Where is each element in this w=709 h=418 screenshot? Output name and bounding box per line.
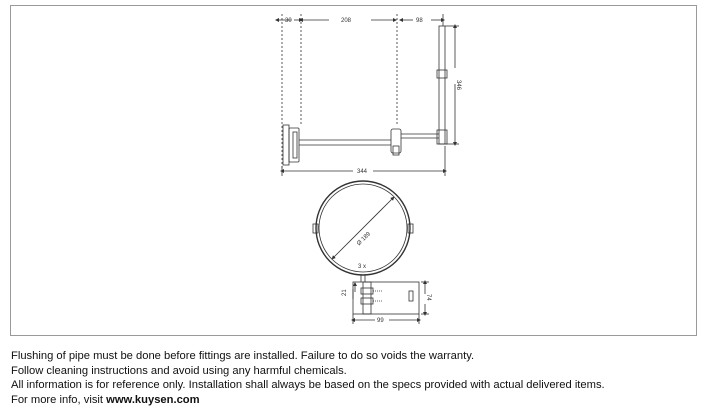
dim-label-99: 99 [377,318,384,324]
note-reference: All information is for reference only. Installation shall always be based on the specs provided with actual delivered items. [11,379,605,392]
installation-notes [11,349,701,407]
dim-label-21: 21 [342,289,348,296]
mirror-edge-view [439,26,445,144]
dim-label-74: 74 [425,294,431,301]
note-more-info-prefix: For more info, visit [11,393,107,406]
note-more-info [11,393,701,408]
note-flushing: Flushing of pipe must be done before fittings are installed. Failure to do so voids the warranty. [11,350,475,362]
dim-label-346: 346 [455,80,461,91]
technical-drawing-frame [10,5,697,336]
top-view-labels [285,18,461,175]
dim-label-208: 208 [341,18,352,24]
magnification-label: 3 x [358,264,367,270]
dim-label-98: 98 [416,18,423,24]
wall-plate [283,125,289,165]
dim-label-diameter: Ø 189 [356,231,372,248]
dim-label-30: 30 [285,18,292,24]
arm-joint [391,129,401,153]
top-view [277,14,459,176]
website-link[interactable]: www.kuysen.com [106,393,200,406]
front-view [313,181,429,324]
dim-label-344: 344 [357,169,368,175]
front-view-labels [342,231,431,324]
dim-line-diameter [333,198,393,258]
wall-flange [289,128,299,162]
note-cleaning: Follow cleaning instructions and avoid using any harmful chemicals. [11,364,347,377]
technical-drawing [11,6,698,337]
